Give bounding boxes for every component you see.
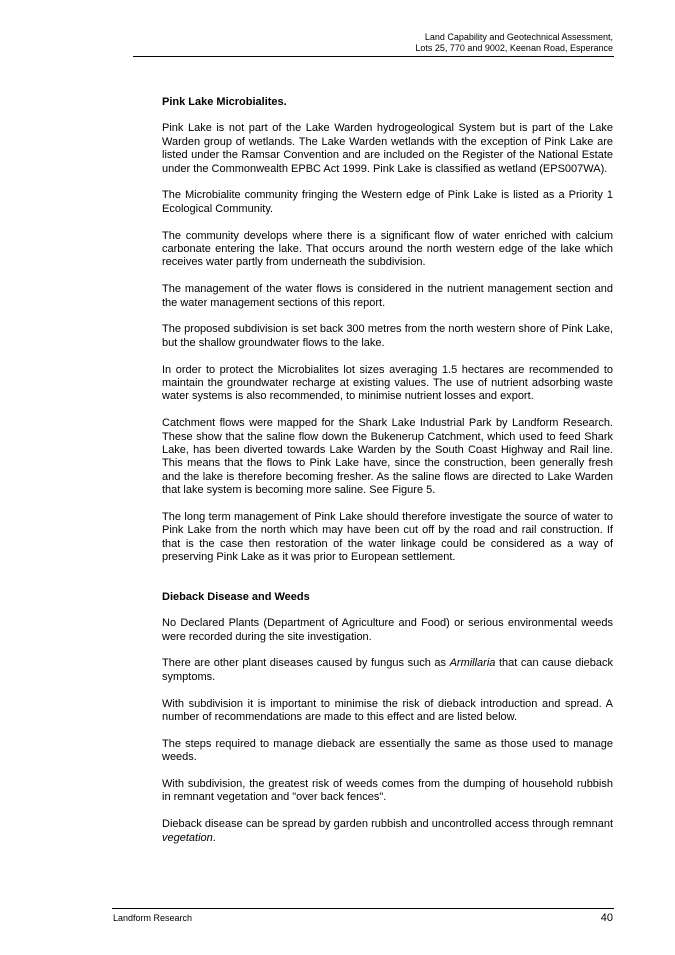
page-body [162,96,613,858]
header-line-2: Lots 25, 770 and 9002, Keenan Road, Esperance [415,43,613,53]
paragraph: The long term management of Pink Lake should therefore investigate the source of water to Pink Lake from the north which may have been cut off by the road and rail construction. If that is the case then restoration of the water linkage could be considered as a way of preserving Pink Lake as it was prior to European settlement. [162,511,613,564]
section-heading-dieback: Dieback Disease and Weeds [162,590,310,603]
header-rule [133,56,614,57]
page-header [161,32,613,54]
paragraph: Pink Lake is not part of the Lake Warden hydrogeological System but is part of the Lake Warden group of wetlands. The Lake Warden wetlands with the exception of Pink Lake are listed under the Ramsar Convention and are included on the Register of the National Estate under the Commonwealth EPBC Act 1999. Pink Lake is classified as wetland (EPS007WA). [162,122,613,175]
paragraph: With subdivision, the greatest risk of weeds comes from the dumping of household rubbish in remnant vegetation and "over back fences". [162,777,613,804]
paragraph: No Declared Plants (Department of Agriculture and Food) or serious environmental weeds were recorded during the site investigation. [162,617,613,643]
paragraph [162,818,613,845]
text-run: There are other plant diseases caused by fungus such as [162,657,450,670]
page-number: 40 [600,912,613,924]
paragraph [162,657,613,684]
paragraph: The proposed subdivision is set back 300 metres from the north western shore of Pink Lake, but the shallow groundwater flows to the lake. [162,323,613,349]
text-run: that can cause dieback symptoms. [162,657,613,683]
italic-term: vegetation [162,831,213,844]
section-heading-pink-lake: Pink Lake Microbialites. [162,96,287,108]
paragraph: The Microbialite community fringing the Western edge of Pink Lake is listed as a Priority 1 Ecological Community. [162,189,613,215]
paragraph: The management of the water flows is considered in the nutrient management section and the water management sections of this report. [162,283,613,309]
paragraph: In order to protect the Microbialites lot sizes averaging 1.5 hectares are recommended to maintain the groundwater recharge at existing values. The use of nutrient adsorbing waste water systems is also recommended, to minimise nutrient losses and export. [162,363,613,403]
text-run: Dieback disease can be spread by garden rubbish and uncontrolled access through remnant [162,818,613,831]
paragraph: Catchment flows were mapped for the Shark Lake Industrial Park by Landform Research. These show that the saline flow down the Bukenerup Catchment, which used to feed Shark Lake, has been diverted towards Lake Warden by the South Coast Highway and Rail line. This means that the flows to Pink Lake have, since the construction, been generally fresh and the lake is therefore becoming fresher. As the saline flows are directed to Lake Warden that lake system is becoming more saline. See Figure 5. [162,417,613,497]
paragraph: The steps required to manage dieback are essentially the same as those used to manage weeds. [162,737,613,764]
text-run: . [212,831,216,844]
paragraph: With subdivision it is important to minimise the risk of dieback introduction and spread. A number of recommendations are made to this effect and are listed below. [162,697,613,723]
footer-organization: Landform Research [113,913,193,923]
paragraph: The community develops where there is a significant flow of water enriched with calcium carbonate entering the lake. That occurs around the north western edge of the lake which receives water partly from underneath the subdivision. [162,229,613,269]
italic-term: Armillaria [449,657,496,670]
header-line-1: Land Capability and Geotechnical Assessment, [424,32,613,42]
footer-rule [112,908,614,909]
